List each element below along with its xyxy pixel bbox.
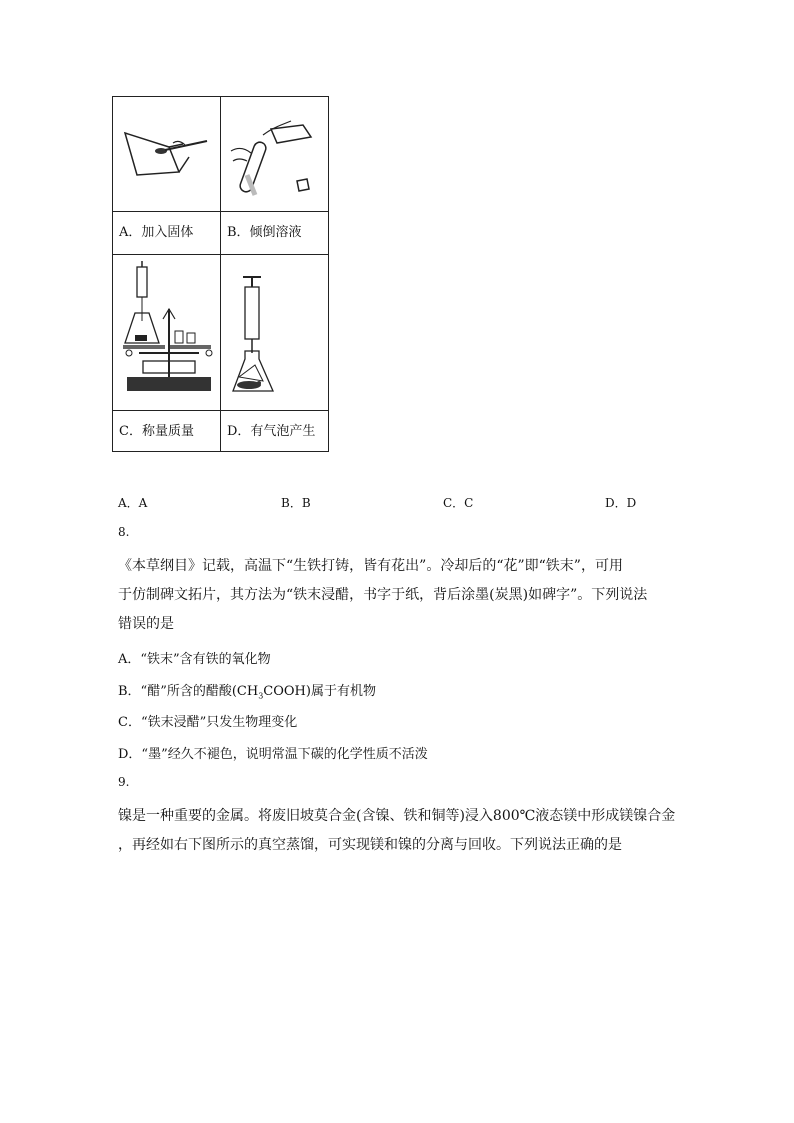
grid-divider	[113, 254, 328, 255]
question-8-option-c[interactable]: C．“铁末浸醋”只发生物理变化	[118, 715, 298, 730]
grid-divider	[113, 410, 328, 411]
q7-option-c[interactable]: C．C	[443, 496, 474, 510]
question-9-stem-line: 镍是一种重要的金属。将废旧坡莫合金(含镍、铁和铜等)浸入800℃液态镁中形成镁镍合金	[118, 808, 676, 824]
q7-option-d[interactable]: D．D	[605, 496, 637, 510]
question-8-stem-line: 于仿制碑文拓片，其方法为“铁末浸醋，书字于纸，背后涂墨(炭黑)如碑字”。下列说法	[118, 587, 648, 603]
syringe-flask-icon	[225, 261, 325, 407]
question-8-option-d[interactable]: D．“墨”经久不褪色，说明常温下碳的化学性质不活泼	[118, 747, 428, 762]
figure-label-d: D．有气泡产生	[227, 424, 316, 439]
figure-label-b: B．倾倒溶液	[227, 225, 302, 240]
question-9-stem-line: ，再经如右下图所示的真空蒸馏，可实现镁和镍的分离与回收。下列说法正确的是	[118, 837, 622, 853]
figure-label-a: A．加入固体	[119, 225, 194, 240]
question-8-stem-line: 《本草纲目》记载，高温下“生铁打铸，皆有花出”。冷却后的“花”即“铁末”，可用	[118, 558, 623, 574]
balance-icon	[119, 261, 217, 407]
grid-divider-vertical	[220, 97, 221, 451]
question-8-option-a[interactable]: A．“铁末”含有铁的氧化物	[118, 652, 271, 667]
figure-label-c: C．称量质量	[119, 424, 194, 439]
question-8-number: 8.	[118, 525, 130, 539]
question-8-stem-line: 错误的是	[118, 616, 174, 632]
solid-into-flask-icon	[117, 117, 217, 187]
question-8-option-b[interactable]	[118, 680, 376, 701]
pour-solution-icon	[225, 107, 325, 207]
q7-option-a[interactable]: A．A	[118, 496, 148, 510]
grid-divider	[113, 211, 328, 212]
experiment-figure-grid	[112, 96, 329, 452]
option-b-text: COOH)属于有机物	[263, 684, 376, 699]
q7-option-b[interactable]: B．B	[281, 496, 311, 510]
question-9-number: 9.	[118, 775, 130, 789]
option-b-text: B．“醋”所含的醋酸(CH	[118, 684, 259, 699]
option-b-subscript: 3	[258, 691, 264, 701]
